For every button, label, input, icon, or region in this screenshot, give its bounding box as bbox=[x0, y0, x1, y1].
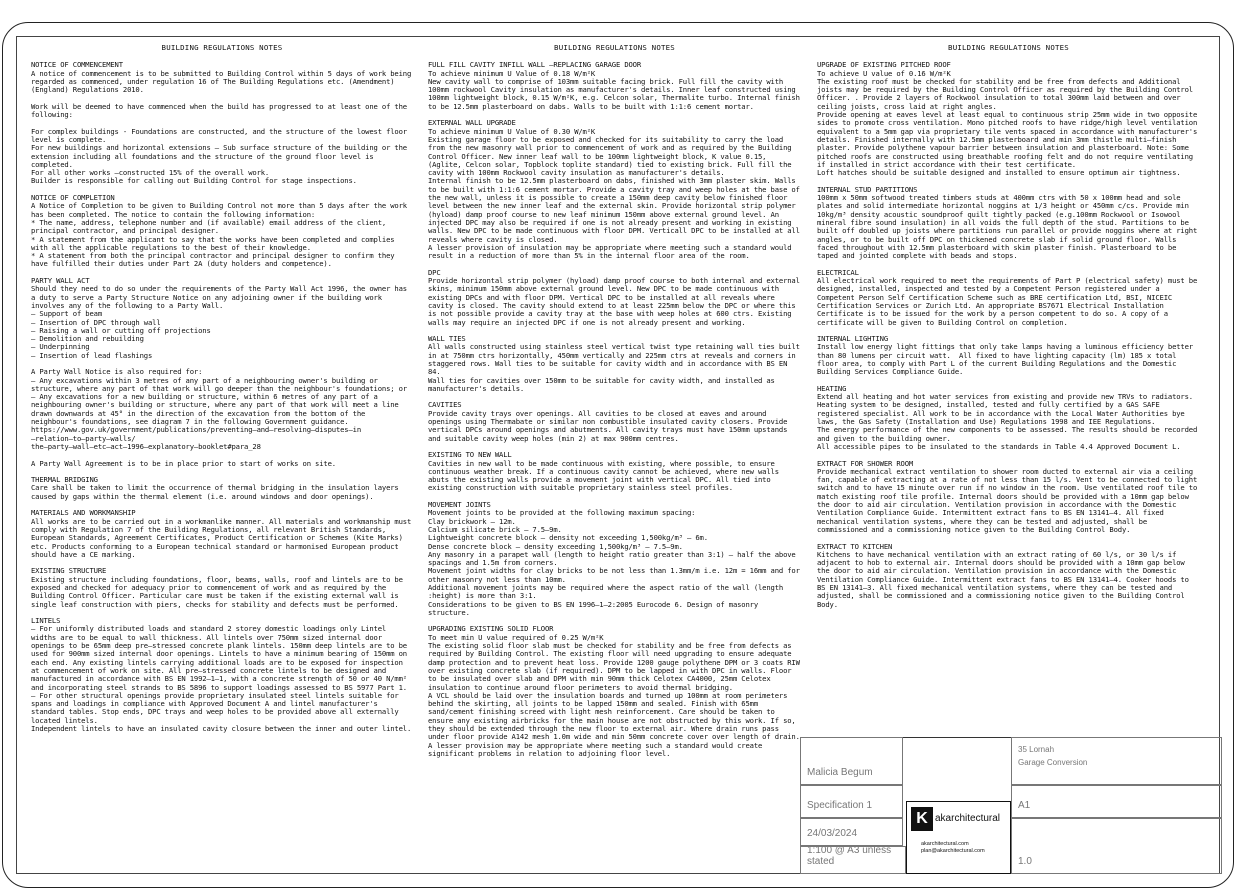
note-section bbox=[428, 625, 801, 758]
section-heading: NOTICE OF COMPLETION bbox=[31, 193, 115, 203]
company-contact bbox=[921, 841, 985, 855]
section-paragraph: Provide horizontal strip polymer (hyload) damp proof course to both internal and external skins, minimum 150mm above external ground level. New DPC to be made continuous with existing DPCs and with floor DPM. Vertical DPC to be installed at all reveals where cavity is closed. The cavity should extend to at least 225mm below the DPC or where this is not possible provide a cavity tray at the base with weep holes at 600 ctrs. Existing walls may require an injected DPC if one is not already present and working. bbox=[428, 276, 804, 327]
address-line-1: 35 Lornah bbox=[1018, 745, 1055, 754]
notes-column-1 bbox=[31, 43, 416, 742]
section-heading: EXTERNAL WALL UPGRADE bbox=[428, 118, 516, 128]
spec-name: Specification 1 bbox=[807, 800, 873, 811]
note-section bbox=[428, 501, 801, 617]
date-cell bbox=[800, 818, 903, 846]
section-heading: EXTRACT FOR SHOWER ROOM bbox=[817, 458, 914, 468]
section-heading: ELECTRICAL bbox=[817, 267, 859, 277]
column-title: BUILDING REGULATIONS NOTES bbox=[948, 43, 1069, 52]
section-paragraph: Extend all heating and hot water services from existing and provide new TRVs to radiators. Heating system to be designed, installed, tested and fully certified by a GAS SAFE registered specialist. All work to be in accordance with the Local Water Authorities bye laws, the Gas Safety (Installation and Use) Regulations 1998 and IEE Regulations. The energy performance of the new components to be assessed. The results should be recorded and given to the building owner. All accessible pipes to be insulated to the standards in Table 4.4 Approved Document L. bbox=[817, 392, 1198, 451]
note-section bbox=[31, 60, 416, 186]
section-paragraph: Care shall be taken to limit the occurrence of thermal bridging in the insulation layers caused by gaps within the thermal element (i.e. around windows and door openings). bbox=[31, 483, 403, 501]
section-paragraph: Cavities in new wall to be made continuous with existing, where possible, to ensure continuous weather break. If a continuous cavity cannot be achieved, where new walls abuts the existing walls provide a movement joint with vertical DPC. All tied into existing construction with suitable proprietary stainless steel profiles. bbox=[428, 458, 784, 493]
drawing-scale: 1:100 @ A3 unless stated bbox=[807, 845, 892, 867]
section-heading: CAVITIES bbox=[428, 400, 462, 410]
note-section bbox=[31, 617, 413, 733]
section-paragraph: Install low energy light fittings that only take lamps having a luminous efficiency better than 80 lumens per circuit watt. All fixed to have lighting capacity (lm) 185 x total floor area, to comply with Part L of the current Building Regulations and the Domestic Building Services Compliance Guide. bbox=[817, 342, 1198, 377]
section-paragraph: Work will be deemed to have commenced when the build has progressed to at least one of the following: bbox=[31, 101, 412, 120]
client-name-cell bbox=[800, 737, 903, 785]
revision: 1.0 bbox=[1018, 856, 1032, 867]
section-paragraph: Provide mechanical extract ventilation to shower room ducted to external air via a ceiling fan, capable of extracting at a rate of not less than 15 l/s. Vent to be connected to light switch and to have 15 minute over run if no window in the room. Use ventilated roof tile to match existing roof tile profile. Internal doors should be provided with a 10mm gap below the door to aid air circulation. Ventilation provision in accordance with the Domestic Ventilation Compliance Guide. Intermittent extract fans to BS EN 13141–4. All fixed mechanical ventilation systems, where they can be tested and adjusted, shall be commissioned and a commissioning notice given to the Building Control Body. bbox=[817, 466, 1202, 534]
note-section bbox=[817, 460, 1200, 535]
section-heading: MATERIALS AND WORKMANSHIP bbox=[31, 508, 136, 518]
address-line-2: Garage Conversion bbox=[1018, 758, 1088, 767]
column-title: BUILDING REGULATIONS NOTES bbox=[554, 43, 675, 52]
company-name: akarchitectural bbox=[935, 813, 1001, 824]
scale-cell bbox=[800, 846, 906, 874]
notes-column-3 bbox=[817, 44, 1200, 617]
section-heading: HEATING bbox=[817, 383, 847, 393]
note-section bbox=[31, 508, 416, 559]
note-section bbox=[31, 567, 413, 608]
company-email: plan@akarchitectural.com bbox=[921, 848, 985, 854]
section-paragraph: All works are to be carried out in a workmanlike manner. All materials and workmanship must comply with Regulation 7 of the Building Regulations, all relevant British Standards, European Standards, Agreement Certificates, Product Certification or Schemes (Kite Marks) etc. Products conforming to a European technical standard or harmonised European product should have a CE marking. bbox=[31, 516, 416, 559]
section-paragraph: A notice of commencement is to be submitted to Building Control within 5 days of work being regarded as commenced, under regulation 16 of The Building Regulations etc. (Amendment) (England) Regulations 2010. bbox=[31, 68, 416, 95]
note-section bbox=[428, 119, 801, 260]
note-section bbox=[817, 269, 1200, 327]
section-paragraph: To meet min U value required of 0.25 W/m²K The existing solid floor slab must be checked for stability and be free from defects as required by Building Control. The existing floor will need upgrading to ensure adequate damp protection and to prevent heat loss. Provide 1200 gauge polythene DPM or 3 coats RIW over existing concrete slab (if required). DPM to be lapped in with DPC in walls. Floor to be insulated over slab and DPM with min 90mm thick Celotex CA4000, 25mm Celotex insulation to continue around floor perimeters to avoid thermal bridging. A VCL should be laid over the insulation boards and turned up 100mm at room perimeters behind the skirting, all joints to be lapped 150mm and sealed. Finish with 65mm sand/cement finishing screed with light mesh reinforcement. Care should be taken to ensure any existing airbricks for the main house are not obstructed by this work. If so, they should be extended through the new floor to external air. Where drain runs pass under floor provide A142 mesh 1.0m wide and min 50mm concrete cover over length of drain. A lesser provision may be appropriate where meeting such a standard would create significant problems in relation to adjoining floor level. bbox=[428, 632, 800, 758]
section-paragraph: Provide cavity trays over openings. All cavities to be closed at eaves and around openings using Thermabate or similar non combustible insulated cavity closers. Provide vertical DPCs around openings and abutments. All cavity trays must have 150mm upstands and suitable cavity weep holes (min 2) at max 900mm centres. bbox=[428, 408, 792, 443]
section-paragraph: Existing structure including foundations, floor, beams, walls, roof and lintels are to be exposed and checked for adequacy prior to commencement of work and as required by the Building Control Officer. Particular care must be taken if the existing external wall is single leaf construction with piers, checks for stability and defects must be performed. bbox=[31, 574, 407, 609]
section-paragraph: All walls constructed using stainless steel vertical twist type retaining wall ties built in at 750mm ctrs horizontally, 450mm vertically and 225mm ctrs at reveals and corners in staggered rows. Wall ties to be suitable for cavity width and in accordance with BS EN 84. Wall ties for cavities over 150mm to be suitable for cavity width, and installed as manufacturer's details. bbox=[428, 342, 800, 393]
drawing-number-cell bbox=[1011, 785, 1222, 818]
notes-column-2 bbox=[428, 43, 804, 767]
section-paragraph: To achieve minimum U Value of 0.30 W/m²K Existing garage floor to be exposed and checked for its suitability to carry the load from the new masonry wall prior to commencement of work and as required by the Building Control Officer. New inner leaf wall to be 100mm lightweight block, K value 0.15, (Aglite, Celcon solar, Topblock toplite standard) tied to existing brick. Full fill the cavity with 100mm Rockwool cavity insulation as manufacturer's details. Internal finish to be 12.5mm plasterboard on dabs, finished with 3mm plaster skim. Walls to be built with 1:1:6 cement mortar. Provide a cavity tray and weep holes at the base of the new wall, unless it is possible to create a 150mm deep cavity below finished floor level between the new inner leaf and the external skin. Provide horizontal strip polymer (hyload) damp proof course to new leaf minimum 150mm above external ground level. An injected DPC may also be required if one is not already present and working in existing walls. New DPC to be made continuous with floor DPM. Verticall DPC to be installed at all reveals where cavity is closed. A lesser provision of insulation may be appropriate where meeting such a standard would result in a reduction of more than 5% in the internal floor area of the room. bbox=[428, 126, 800, 261]
company-website: akarchitectural.com bbox=[921, 841, 969, 847]
note-section bbox=[428, 61, 801, 111]
section-paragraph: Should they need to do so under the requirements of the Party Wall Act 1996, the owner has a duty to serve a Party Structure Notice on any adjoining owner if the building work involves any of the following to a Party Wall. – Support of beam – Insertion of DPC through wall – Raising a wall or cutting off projections – Demolition and rebuilding – Underpinning – Insertion of lead flashings bbox=[31, 284, 407, 360]
section-paragraph: For complex buildings - Foundations are constructed, and the structure of the lowest floor level is complete. For new buildings and horizontal extensions – Sub surface structure of the building or the extension including all foundations and the structure of the ground floor level is completed. For all other works –constructed 15% of the overall work. Builder is responsible for calling out Building Control for stage inspections. bbox=[31, 126, 407, 186]
section-paragraph: To achieve minimum U Value of 0.18 W/m²K New cavity wall to comprise of 103mm suitable facing brick. Full fill the cavity with 100mm rockwool Cavity insulation as manufacturer's details. Inner leaf constructed using 100mm lightweight block, 0.15 W/m²K, e.g. Celcon solar, Thermalite turbo. Internal finish to be 12.5mm plasterboard on dabs. Walls to be built with 1:1:6 cement mortar. bbox=[428, 68, 800, 111]
drawing-date: 24/03/2024 bbox=[807, 828, 858, 839]
section-heading: PARTY WALL ACT bbox=[31, 276, 90, 286]
note-section bbox=[817, 543, 1200, 609]
section-paragraph: A Party Wall Agreement is to be in place prior to start of works on site. bbox=[31, 458, 336, 468]
section-paragraph: Kitchens to have mechanical ventilation with an extract rating of 60 l/s, or 30 l/s if adjacent to hob to external air. Internal doors should be provided with a 10mm gap below the door to aid air circulation. Ventilation provision in accordance with the Domestic Ventilation Compliance Guide. Intermittent extract fans to BS EN 13141–4. Cooker hoods to BS EN 13141–3. All fixed mechanical ventilation systems, where they can be tested and adjusted, shall be commissioned and a commissioning notice given to the Building Control Body. bbox=[817, 549, 1193, 609]
section-heading: UPGRADE OF EXISTING PITCHED ROOF bbox=[817, 60, 951, 70]
section-heading: MOVEMENT JOINTS bbox=[428, 500, 491, 510]
section-heading: WALL TIES bbox=[428, 334, 466, 344]
note-section bbox=[817, 186, 1200, 261]
note-section bbox=[428, 401, 801, 442]
spec-cell bbox=[800, 785, 903, 818]
note-section bbox=[31, 476, 413, 501]
section-heading: EXISTING STRUCTURE bbox=[31, 566, 107, 576]
section-heading: EXISTING TO NEW WALL bbox=[428, 450, 512, 460]
section-paragraph: A Party Wall Notice is also required for: – Any excavations within 3 metres of any part of a neighbouring owner's building or structure, where any part of that work will go deeper than the neighbour's foundations; or – Any excavations for a new building or structure, within 6 metres of any part of a neighbouring owner's building or structure, where any part of that work will meet a line drawn downwards at 45° in the direction of the excavation from the bottom of the neighbour's foundations, see diagram 7 in the following Government guidance. https://www.gov.uk/government/publications/preventing–and–resolving–disputes–in –relation–to–party–walls/ the–party–wall–etc–act–1996–explanatory–booklet#para_28 bbox=[31, 367, 407, 451]
note-section bbox=[817, 385, 1200, 451]
section-paragraph: A Notice of Completion to be given to Building Control not more than 5 days after the work has been completed. The notice to contain the following information: * The name, address, telephone number and (if available) email address of the client, principal contractor, and principal designer. * A statement from the applicant to say that the works have been completed and complies with all the applicable regulations to the best of their knowledge. * A statement from both the principal contractor and principal designer to confirm they have fulfilled their duties under Part 2A (duty holders and competence). bbox=[31, 201, 407, 269]
address-cell bbox=[1011, 737, 1222, 785]
section-heading: DPC bbox=[428, 267, 441, 277]
note-section bbox=[31, 194, 413, 269]
client-name: Malicia Begum bbox=[807, 767, 873, 778]
note-section bbox=[428, 451, 801, 492]
note-section bbox=[817, 335, 1200, 376]
note-section bbox=[428, 335, 801, 393]
section-heading: LINTELS bbox=[31, 616, 61, 626]
revision-cell bbox=[1011, 818, 1222, 874]
drawing-number: A1 bbox=[1018, 800, 1031, 811]
note-section bbox=[817, 61, 1200, 177]
section-heading: INTERNAL LIGHTING bbox=[817, 334, 889, 344]
section-paragraph: 100mm x 50mm softwood treated timbers studs at 400mm ctrs with 50 x 100mm head and sole plates and solid intermediate horizontal noggins at 1/3 height or 450mm c/cs. Provide min 10kg/m³ density acoustic soundproof quilt tightly packed (e.g.100mm Rockwool or Isowool mineral fibre sound insulation) in all voids the full depth of the stud. Partitions to be built off doubled up joists where partitions run parallel or provide noggins where at right angles, or to be built off DPC on thickened concrete slab if solid ground floor. Walls faced throughout with 12.5mm plasterboard with skim plaster finish. Plasterboard to be taped and jointed complete with beads and stops. bbox=[817, 193, 1202, 261]
note-section bbox=[31, 277, 413, 468]
section-heading: UPGRADING EXISTING SOLID FLOOR bbox=[428, 624, 554, 634]
column-title: BUILDING REGULATIONS NOTES bbox=[161, 43, 283, 52]
section-heading: NOTICE OF COMMENCEMENT bbox=[31, 60, 123, 70]
section-heading: FULL FILL CAVITY INFILL WALL –REPLACING GARAGE DOOR bbox=[428, 60, 642, 70]
company-logo bbox=[906, 801, 1011, 874]
section-paragraph: All electrical work required to meet the requirements of Part P (electrical safety) must be designed, installed, inspected and tested by a Competent Person registered under a Competent Person Self Certification Scheme such as BRE certification Ltd, BSI, NICEIC Certification Services or Zurich Ltd. An appropriate BS7671 Electrical Installation Certificate is to be issued for the work by a person competent to do so. A copy of a certificate will be given to Building Control on completion. bbox=[817, 276, 1202, 327]
section-paragraph: Movement joints to be provided at the following maximum spacing: Clay brickwork – 12m. Calcium silicate brick – 7.5–9m. Lightweight concrete block – density not exceeding 1,500kg/m³ – 6m. Dense concrete block – density exceeding 1,500kg/m³ – 7.5–9m. Any masonry in a parapet wall (length to height ratio greater than 3:1) – half the above spacings and 1.5m from corners. Movement joint widths for clay bricks to be not less than 1.3mm/m i.e. 12m = 16mm and for other masonry not less than 10mm. Additional movement joints may be required where the aspect ratio of the wall (length :height) is more than 3:1. Considerations to be given to BS EN 1996–1–2:2005 Eurocode 6. Design of masonry structure. bbox=[428, 508, 800, 617]
section-heading: THERMAL BRIDGING bbox=[31, 475, 98, 485]
section-heading: EXTRACT TO KITCHEN bbox=[817, 541, 893, 551]
section-paragraph: To achieve U value of 0.16 W/m²K The existing roof must be checked for stability and be free from defects and Additional joists may be required by the Building Control Officer as required by the Building Control Officer. . Provide 2 layers of Rockwool insulation to total 300mm laid between and over ceiling joists, cross laid at right angles. Provide opening at eaves level at least equal to continuous strip 25mm wide in two opposite sides to promote cross ventilation. Mono pitched roofs to have ridge/high level ventilation equivalent to a 5mm gap via proprietary tile vents spaced in accordance with manufacturer's details. Finished internally with 12.5mm plasterboard and min 3mm thistle multi–finish plaster. Provide polythene vapour barrier between insulation and plasterboard. Note: Some pitched roofs are constructed using breathable roofing felt and do not require ventilating if installed in strict accordance with their test certificate. Loft hatches should be suitable designed and installed to ensure optimum air tightness. bbox=[817, 68, 1198, 178]
section-paragraph: – For uniformly distributed loads and standard 2 storey domestic loadings only Lintel widths are to be equal to wall thickness. All lintels over 750mm sized internal door openings to be 65mm deep pre–stressed concrete plank lintels. 150mm deep lintels are to be used for 900mm sized internal door openings. Lintels to have a minimum bearing of 150mm on each end. Any existing lintels carrying additional loads are to be exposed for inspection at commencement of work on site. All pre–stressed concrete lintels to be designed and manufactured in accordance with BS EN 1992–1–1, with a concrete strength of 50 or 40 N/mm² and incorporating steel strands to BS 5896 to support loadings assessed to BS 5977 Part 1. – For other structural openings provide proprietary insulated steel lintels suitable for spans and loadings in compliance with Approved Document A and lintel manufacturer's standard tables. Stop ends, DPC trays and weep holes to be provided above all externally located lintels. Independent lintels to have an insulated cavity closure between the inner and outer lintel. bbox=[31, 624, 412, 734]
logo-mark-icon: K bbox=[911, 807, 933, 831]
section-heading: INTERNAL STUD PARTITIONS bbox=[817, 184, 918, 194]
note-section bbox=[428, 267, 804, 327]
